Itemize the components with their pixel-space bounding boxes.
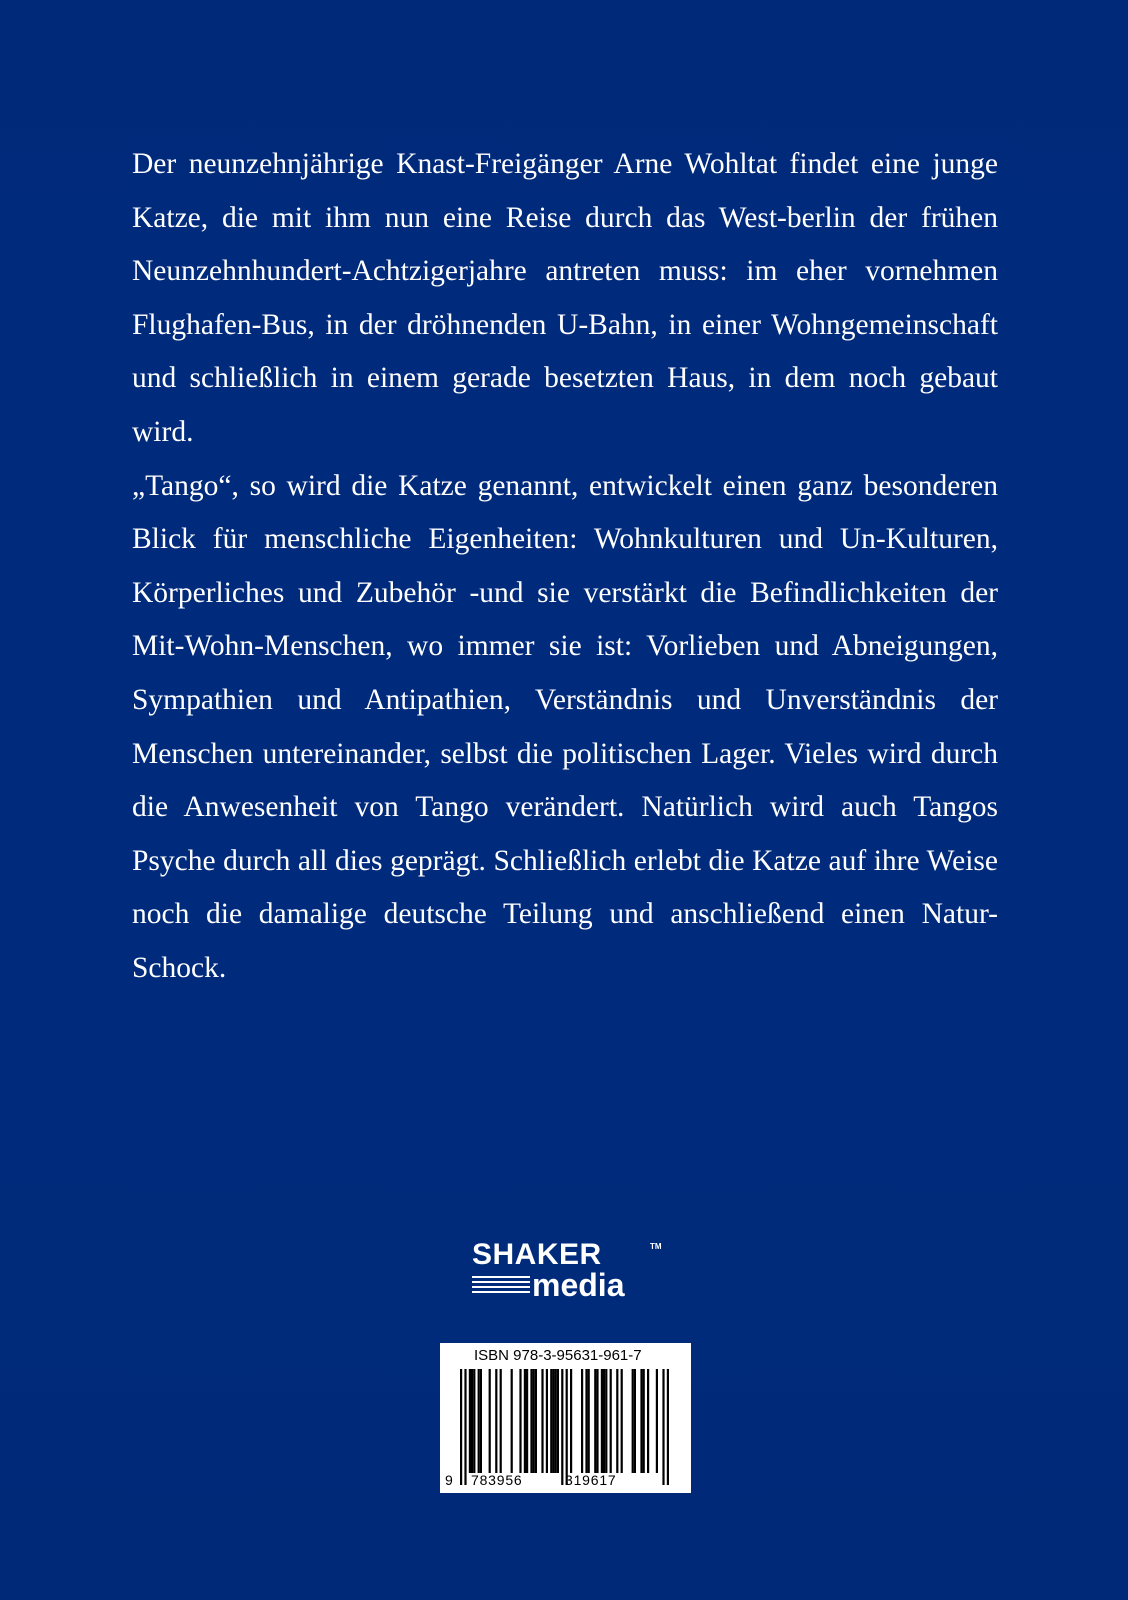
barcode-bar	[471, 1369, 473, 1473]
barcode-bar	[500, 1369, 502, 1473]
blurb-paragraph-1: Der neunzehnjährige Knast-Freigänger Arne Wohltat findet eine junge Katze, die mit ihm nun eine Reise durch das West-berlin der frühen Neunzehnhundert-Achtzigerjahre antreten muss: im eher vornehmen Flughafen-Bus, in der dröhnenden U-Bahn, in einer Wohngemeinschaft und schließlich in einem gerade besetzten Haus, in dem noch gebaut wird.	[132, 148, 998, 448]
barcode-bar	[480, 1369, 482, 1473]
barcode-bar	[530, 1369, 532, 1473]
barcode-bar	[640, 1369, 642, 1473]
barcode-bar	[662, 1369, 664, 1485]
barcode-bar	[566, 1369, 568, 1485]
barcode-bar	[594, 1369, 596, 1473]
barcode-bar	[667, 1369, 669, 1485]
barcode-bar	[603, 1369, 605, 1473]
logo-stripes-icon	[472, 1276, 530, 1298]
barcode-bar	[524, 1369, 526, 1473]
barcode-bar	[552, 1369, 554, 1473]
barcode-bar	[519, 1369, 521, 1473]
barcode-bar	[464, 1369, 466, 1485]
barcode-bar	[557, 1369, 559, 1473]
publisher-name-bottom: media	[532, 1267, 625, 1303]
barcode-bar	[616, 1369, 618, 1473]
barcode-bar	[634, 1369, 636, 1473]
barcode-bar	[546, 1369, 548, 1473]
barcode-bar	[473, 1369, 475, 1473]
barcode-bar	[526, 1369, 528, 1473]
barcode-bar	[489, 1369, 491, 1473]
trademark-mark: TM	[650, 1242, 662, 1251]
barcode-bar	[550, 1369, 552, 1473]
barcode-digit-first: 9	[445, 1472, 454, 1488]
barcode-bar	[535, 1369, 537, 1473]
barcode-bar	[605, 1369, 607, 1473]
barcode-bar	[511, 1369, 513, 1473]
barcode-bar	[460, 1369, 462, 1485]
barcode-bars-icon	[460, 1369, 672, 1487]
barcode-bar	[541, 1369, 543, 1473]
barcode-bar	[632, 1369, 634, 1473]
barcode-bar	[643, 1369, 645, 1473]
barcode-bar	[555, 1369, 557, 1473]
barcode-digits-left: 783956	[471, 1472, 523, 1488]
barcode-bar	[647, 1369, 649, 1473]
blurb-paragraph-2: „Tango“, so wird die Katze genannt, entwickelt einen ganz besonderen Blick für menschliche Eigenheiten: Wohnkulturen und Un-Kulturen, Körperliches und Zubehör -und sie verstärkt die Befindlichkeiten der Mit-Wohn-Menschen, wo immer sie ist: Vorlieben und Abneigungen, Sympathien und Antipathien, Verständnis und Unverständnis der Menschen untereinander, selbst die politischen Lager. Vieles wird durch die Anwesenheit von Tango verändert. Natürlich wird auch Tangos Psyche durch all dies geprägt. Schließlich erlebt die Katze auf ihre Weise noch die damalige deutsche Teilung und anschließend einen Natur-Schock.	[132, 469, 998, 984]
barcode-bar	[469, 1369, 471, 1473]
barcode-bar	[656, 1369, 658, 1473]
publisher-logo	[472, 1238, 662, 1306]
barcode-bar	[533, 1369, 535, 1473]
isbn-label: ISBN 978-3-95631-961-7	[474, 1347, 642, 1364]
barcode-bar	[495, 1369, 497, 1473]
publisher-name-top: SHAKER	[472, 1238, 602, 1271]
barcode-bar	[596, 1369, 598, 1473]
barcode-bar	[601, 1369, 603, 1473]
barcode-bar	[585, 1369, 587, 1473]
barcode-bar	[581, 1369, 583, 1473]
barcode-bar	[588, 1369, 590, 1473]
barcode-bar	[610, 1369, 612, 1473]
barcode-bar	[570, 1369, 572, 1473]
blurb-text	[132, 138, 998, 996]
isbn-barcode	[440, 1343, 691, 1493]
barcode-digits-right: 319617	[565, 1472, 617, 1488]
barcode-bar	[478, 1369, 480, 1473]
barcode-bar	[621, 1369, 623, 1473]
barcode-bar	[561, 1369, 563, 1485]
